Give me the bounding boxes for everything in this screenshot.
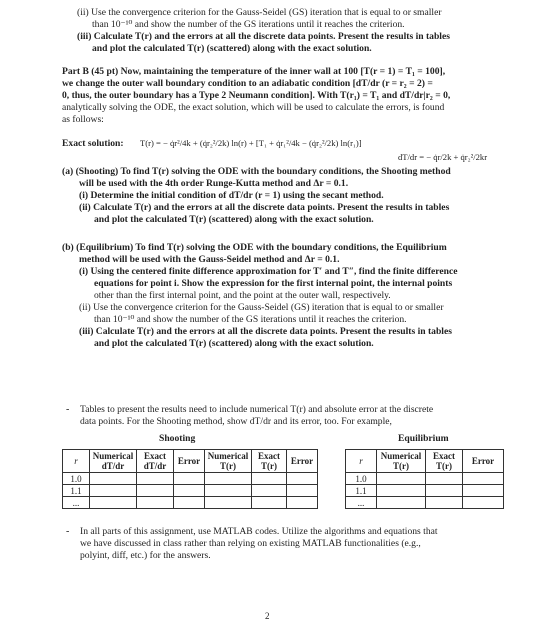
derivative-equation: dT/dr = − q̇r/2k + q̇r₂²/2kr — [398, 152, 488, 162]
part-a-ii: (ii) Use the convergence criterion for the Gauss-Seidel (GS) iteration that is equal to or smaller — [77, 7, 442, 18]
equilibrium-heading-1: (b) (Equilibrium) To find T(r) solving the ODE with the boundary conditions, the Equilibrium — [62, 242, 447, 253]
note-matlab-2: we have discussed in class rather than relying on existing MATLAB functionalities (e.g., — [80, 538, 421, 549]
shooting-heading-1: (a) (Shooting) To find T(r) solving the ODE with the boundary conditions, the Shooting method — [62, 166, 451, 177]
equilibrium-ii: (ii) Use the convergence criterion for the Gauss-Seidel (GS) iteration that is equal to or smaller — [79, 302, 444, 313]
part-a-iii: (iii) Calculate T(r) and the errors at all the discrete data points. Present the results in tables — [77, 31, 450, 42]
part-b-line-3: 0, thus, the outer boundary has a Type 2 Neumann condition]. With T(r₁) = T₁ and dT/dr|r₂ = 0, — [62, 90, 451, 101]
shooting-table — [62, 449, 318, 509]
equilibrium-i: (i) Using the centered finite difference approximation for T′ and T″, find the finite difference — [79, 266, 458, 277]
table-header: Numerical T(r) — [205, 450, 252, 473]
table-row — [346, 485, 504, 497]
table-header: Error — [463, 450, 504, 473]
note-tables-2: data points. For the Shooting method, show dT/dr and its error, too. For example, — [80, 416, 392, 427]
equilibrium-iii: (iii) Calculate T(r) and the errors at all the discrete data points. Present the results in tables — [79, 326, 452, 337]
table-header: Error — [174, 450, 205, 473]
table-row — [346, 497, 504, 509]
part-a-iii-cont: and plot the calculated T(r) (scattered) along with the exact solution. — [92, 43, 372, 54]
part-b-line-1: Part B (45 pt) Now, maintaining the temperature of the inner wall at 100 [T(r = 1) = T₁ = 100], — [62, 66, 446, 77]
shooting-table-title: Shooting — [159, 433, 196, 444]
shooting-i: (i) Determine the initial condition of dT/dr (r = 1) using the secant method. — [79, 190, 384, 201]
table-cell: 1.1 — [346, 485, 377, 497]
part-b-line-4: analytically solving the ODE, the exact solution, which will be used to calculate the errors, is found — [62, 102, 445, 113]
note-tables-1: Tables to present the results need to include numerical T(r) and absolute error at the discrete — [80, 404, 434, 415]
table-row — [63, 497, 318, 509]
table-header: Exact T(r) — [252, 450, 287, 473]
table-header: r — [346, 450, 377, 473]
table-row — [63, 473, 318, 485]
part-a-ii-cont: than 10⁻¹⁰ and show the number of the GS iterations until it reaches the criterion. — [92, 19, 405, 30]
exact-solution-label: Exact solution: — [62, 138, 124, 149]
table-cell: 1.0 — [346, 473, 377, 485]
table-cell: ... — [346, 497, 377, 509]
equilibrium-heading-2: method will be used with the Gauss-Seidel method and Δr = 0.1. — [79, 254, 340, 265]
shooting-ii: (ii) Calculate T(r) and the errors at all the discrete data points. Present the results in tables — [79, 202, 450, 213]
equilibrium-i-cont-1: equations for point i. Show the expression for the first internal point, the internal points — [94, 278, 453, 289]
equilibrium-ii-cont: than 10⁻¹⁰ and show the number of the GS iterations until it reaches the criterion. — [94, 314, 407, 325]
equilibrium-table-title: Equilibrium — [398, 433, 449, 444]
bullet-dash: - — [66, 526, 70, 537]
equilibrium-i-cont-2: other than the first internal point, and the point at the outer wall, respectively. — [94, 290, 391, 301]
equilibrium-table — [345, 449, 504, 509]
table-row — [63, 485, 318, 497]
note-matlab-1: In all parts of this assignment, use MATLAB codes. Utilize the algorithms and equations that — [80, 526, 438, 537]
table-header: Numerical T(r) — [377, 450, 426, 473]
bullet-dash: - — [66, 404, 70, 415]
exact-solution-equation: T(r) = − q̇r²/4k + (q̇r₂²/2k) ln(r) + [T₁ + q̇r₁²/4k − (q̇r₂²/2k) ln(r₁)] — [140, 138, 362, 148]
table-header: r — [63, 450, 90, 473]
shooting-heading-2: will be used with the 4th order Runge-Kutta method and Δr = 0.1. — [79, 178, 349, 189]
table-header: Exact dT/dr — [137, 450, 174, 473]
shooting-ii-cont: and plot the calculated T(r) (scattered) along with the exact solution. — [94, 214, 374, 225]
table-header: Error — [287, 450, 318, 473]
equilibrium-iii-cont: and plot the calculated T(r) (scattered) along with the exact solution. — [94, 338, 374, 349]
table-header: Exact T(r) — [426, 450, 463, 473]
table-cell: 1.0 — [63, 473, 90, 485]
table-cell: ... — [63, 497, 90, 509]
part-b-line-5: as follows: — [62, 114, 104, 125]
table-header: Numerical dT/dr — [90, 450, 137, 473]
page-number: 2 — [265, 611, 270, 621]
table-row — [346, 473, 504, 485]
note-matlab-3: polyint, diff, etc.) for the answers. — [80, 550, 211, 561]
part-b-line-2: we change the outer wall boundary condition to an adiabatic condition [dT/dr (r = r₂ = 2) = — [62, 78, 433, 89]
table-cell: 1.1 — [63, 485, 90, 497]
